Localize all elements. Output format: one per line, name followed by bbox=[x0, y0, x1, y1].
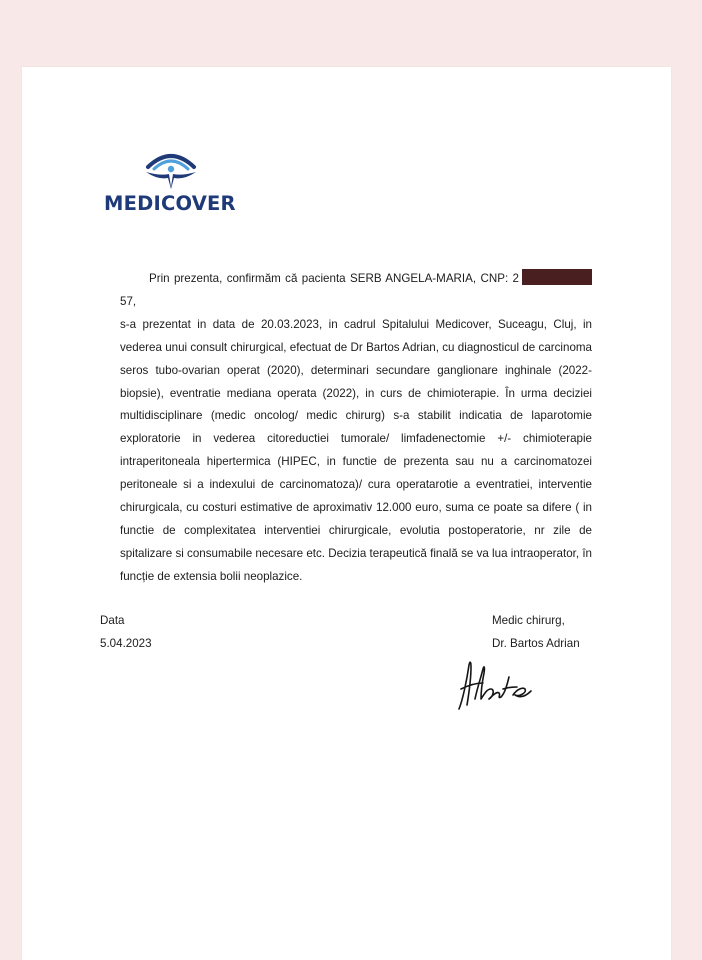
date-value: 5.04.2023 bbox=[100, 637, 152, 650]
document-page bbox=[22, 67, 671, 960]
handwritten-signature bbox=[455, 659, 535, 711]
letter-body bbox=[120, 268, 592, 589]
patient-intro-text: Prin prezenta, confirmăm că pacienta SERB ANGELA-MARIA, CNP: 2 bbox=[149, 272, 519, 285]
date-label: Data bbox=[100, 614, 125, 627]
cnp-suffix: 57, bbox=[120, 294, 137, 308]
letter-first-line bbox=[120, 268, 592, 314]
doctor-role: Medic chirurg, bbox=[492, 614, 565, 627]
letter-paragraph: s-a prezentat in data de 20.03.2023, in cadrul Spitalului Medicover, Suceagu, Cluj, in vederea unui consult chirurgical, efectuat de Dr Bartos Adrian, cu diagnosticul de carcinoma seros tubo-ovarian operat (2020), determinari secundare ganglionare inghinale (2022- biopsie), eventratie mediana operata (2022), in curs de chimioterapie. În urma deciziei multidisciplinare (medic oncolog/ medic chirurg) s-a stabilit indicatia de laparotomie exploratorie in vederea citoreductiei tumorale/ limfadenectomie +/- chimioterapie intraperitoneala hipertermica (HIPEC, in functie de prezenta sau nu a carcinomatozei peritoneale si a indexului de carcinomatoza)/ cura operatarotie a eventratiei, interventie chirurgicala, cu costuri estimative de aproximativ 12.000 euro, suma ce poate sa difere ( in functie de complexitatea interventiei chirurgicale, evolutia postoperatorie, nr zile de spitalizare si consumabile necesare etc. Decizia terapeutică finală se va lua intraoperator, în funcție de extensia bolii neoplazice. bbox=[120, 317, 592, 583]
doctor-name: Dr. Bartos Adrian bbox=[492, 637, 580, 650]
medicover-logo-text: MEDICOVER bbox=[104, 192, 236, 215]
medicover-logo bbox=[104, 147, 244, 217]
date-block bbox=[100, 609, 152, 655]
cnp-redaction bbox=[522, 269, 592, 285]
signature-block bbox=[492, 609, 580, 655]
medicover-logo-icon bbox=[136, 147, 206, 189]
